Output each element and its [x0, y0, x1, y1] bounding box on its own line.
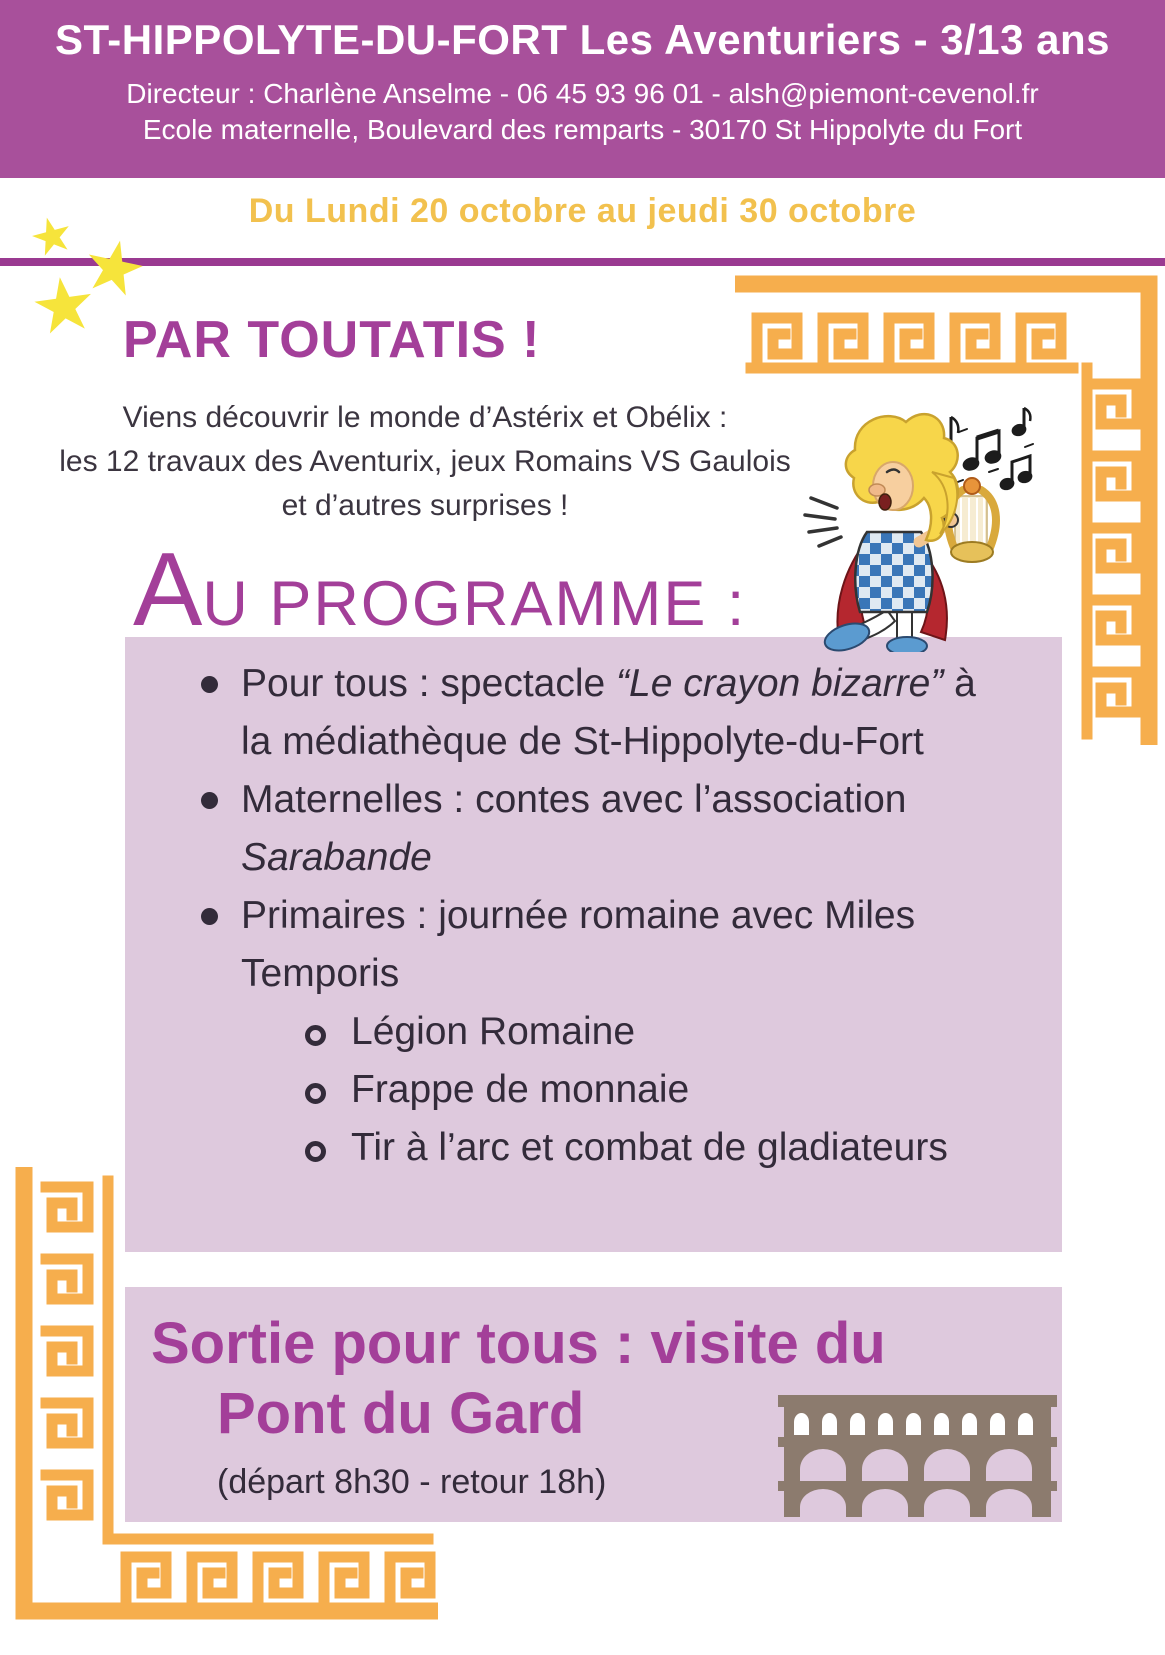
slogan-heading: PAR TOUTATIS !	[123, 311, 541, 369]
intro-text	[30, 396, 820, 528]
programme-item	[165, 1003, 982, 1061]
programme-item	[165, 655, 982, 771]
bullet-circle-icon	[305, 1025, 326, 1046]
programme-item-text: Pour tous : spectacle “Le crayon bizarre” à la médiathèque de St-Hippolyte-du-Fort	[241, 662, 976, 763]
aqueduct-illustration	[778, 1395, 1057, 1517]
programme-heading-initial: A	[133, 532, 203, 648]
bullet-circle-icon	[305, 1141, 326, 1162]
intro-line: et d’autres surprises !	[281, 489, 569, 522]
programme-item	[165, 1061, 982, 1119]
programme-heading-rest: U PROGRAMME :	[202, 569, 747, 639]
greek-key-border-bottom-left	[8, 1167, 438, 1625]
header-banner	[0, 0, 1165, 178]
programme-item-text: Frappe de monnaie	[351, 1068, 690, 1111]
page-title: ST-HIPPOLYTE-DU-FORT Les Aventuriers - 3/13 ans	[54, 16, 1111, 63]
intro-line: les 12 travaux des Aventurix, jeux Romains VS Gaulois	[59, 445, 791, 478]
purple-divider	[0, 258, 1165, 266]
bullet-dot-icon	[201, 908, 218, 925]
programme-item-text: Primaires : journée romaine avec Miles Temporis	[241, 894, 916, 995]
programme-item-text: Légion Romaine	[351, 1010, 636, 1053]
programme-list	[125, 637, 1062, 1177]
sortie-title-line1: Sortie pour tous : visite du	[151, 1311, 886, 1376]
bullet-dot-icon	[201, 792, 218, 809]
shoe-right	[887, 637, 927, 652]
dates-line: Du Lundi 20 octobre au jeudi 30 octobre	[248, 192, 917, 230]
voice-lines-icon	[805, 498, 841, 546]
programme-item	[165, 887, 982, 1003]
sortie-title-line2: Pont du Gard	[217, 1381, 585, 1446]
programme-item-text: Tir à l’arc et combat de gladiateurs	[351, 1126, 948, 1169]
programme-box	[125, 637, 1062, 1252]
bullet-circle-icon	[305, 1083, 326, 1104]
programme-heading	[133, 532, 747, 648]
address-line: Ecole maternelle, Boulevard des remparts - 30170 St Hippolyte du Fort	[142, 114, 1023, 145]
bard-character-illustration	[793, 400, 1041, 652]
programme-item-text: Maternelles : contes avec l’association Sarabande	[241, 778, 907, 879]
stars-icon	[28, 212, 150, 340]
bullet-dot-icon	[201, 676, 218, 693]
intro-line: Viens découvrir le monde d’Astérix et Obélix :	[122, 401, 728, 434]
programme-item	[165, 771, 982, 887]
contact-line: Directeur : Charlène Anselme - 06 45 93 96 01 - alsh@piemont-cevenol.fr	[126, 78, 1039, 109]
sortie-schedule: (départ 8h30 - retour 18h)	[217, 1463, 607, 1501]
